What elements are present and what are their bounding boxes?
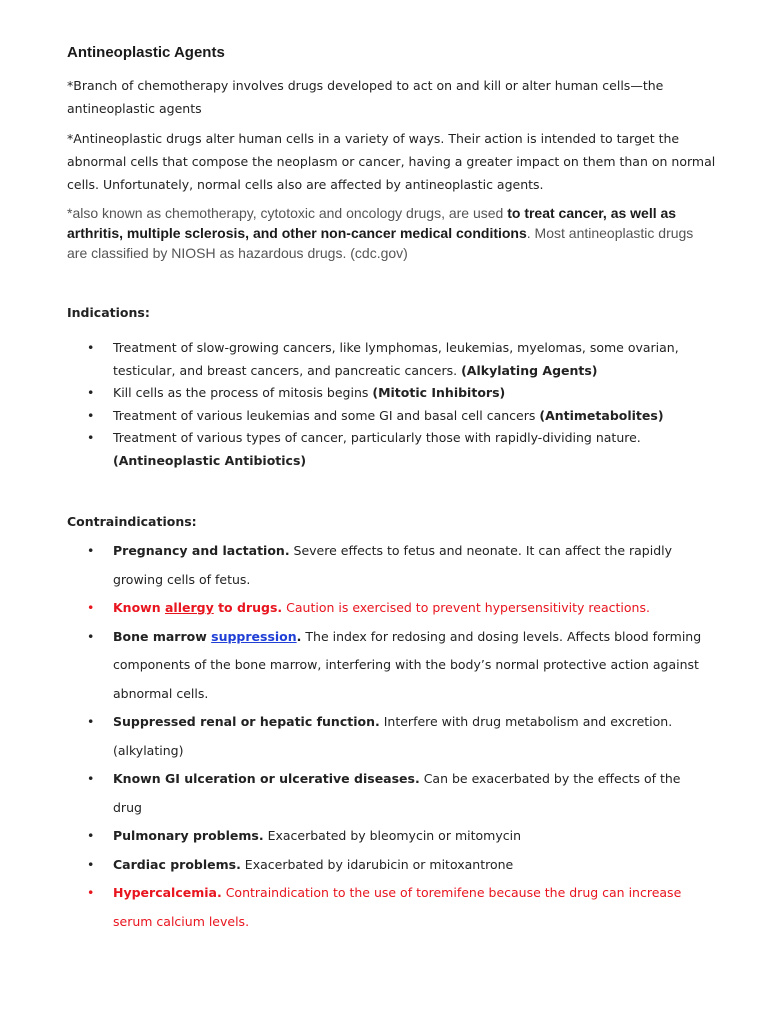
contraindications-list: [67, 537, 707, 936]
also-known-bold: to treat cancer, as well as arthritis, multiple sclerosis, and other non-cancer medical conditions: [67, 205, 677, 241]
indication-text: Treatment of various leukemias and some GI and basal cell cancers: [113, 407, 540, 423]
suppression-link[interactable]: suppression: [211, 628, 297, 644]
bullet: •: [87, 771, 95, 786]
indication-class: (Mitotic Inhibitors): [372, 385, 506, 400]
title-part: Bone marrow: [113, 628, 212, 644]
contraindication-text: The index for redosing and dosing levels. Affects blood forming components of the bone marrow, interfering with the body’s normal protective action against abnormal cells.: [113, 628, 702, 701]
bullet: •: [87, 600, 95, 615]
bullet: •: [87, 543, 95, 558]
title-part: .: [296, 628, 302, 644]
list-item: [67, 822, 707, 851]
contraindication-text: Exacerbated by bleomycin or mitomycin: [263, 828, 521, 843]
contraindication-text: Can be exacerbated by the effects of the drug: [113, 771, 681, 815]
contraindication-title: Pregnancy and lactation.: [113, 543, 290, 558]
list-item: [67, 337, 707, 382]
indications-heading: Indications:: [67, 305, 150, 320]
contraindication-title: [113, 600, 282, 615]
bullet: •: [87, 714, 95, 729]
list-item: [67, 765, 707, 822]
list-item: [67, 382, 707, 405]
title-part: Known: [113, 600, 165, 615]
list-item: [67, 537, 707, 594]
contraindication-title: Suppressed renal or hepatic function.: [113, 714, 380, 729]
contraindication-text: Contraindication to the use of toremifene because the drug can increase serum calcium levels.: [113, 885, 682, 929]
also-known-tail: . Most antineoplastic drugs are classified by NIOSH as hazardous drugs. (cdc.gov): [67, 225, 694, 261]
bullet: •: [87, 856, 95, 872]
bullet: •: [87, 340, 95, 355]
list-item: [67, 427, 707, 472]
list-item: [67, 879, 707, 936]
allergy-link[interactable]: allergy: [164, 600, 214, 615]
document-title: Antineoplastic Agents: [67, 44, 225, 61]
contraindication-title: Known GI ulceration or ulcerative diseases.: [113, 771, 420, 786]
indication-text: Treatment of various types of cancer, particularly those with rapidly-dividing nature.: [113, 430, 641, 445]
also-known-lead: *also known as chemotherapy, cytotoxic and oncology drugs, are used: [67, 205, 508, 221]
indication-class: (Antineoplastic Antibiotics): [113, 452, 307, 468]
paragraph-also-known: [67, 203, 717, 263]
contraindication-text: Exacerbated by idarubicin or mitoxantrone: [240, 856, 514, 872]
contraindication-text: Caution is exercised to prevent hypersensitivity reactions.: [282, 600, 650, 615]
bullet: •: [87, 385, 95, 400]
bullet: •: [87, 407, 95, 423]
contraindication-title: Pulmonary problems.: [113, 828, 264, 843]
title-part: to drugs.: [213, 600, 283, 615]
list-item: [67, 851, 707, 880]
indications-list: [67, 337, 707, 472]
paragraph-definition: *Branch of chemotherapy involves drugs developed to act on and kill or alter human cells—the antineoplastic agents: [67, 78, 664, 116]
indication-class: (Antimetabolites): [539, 407, 664, 423]
bullet: •: [87, 885, 95, 900]
list-item: [67, 708, 707, 765]
bullet: •: [87, 430, 95, 445]
bullet: •: [87, 828, 95, 843]
contraindications-heading: Contraindications:: [67, 514, 197, 529]
contraindication-text: Severe effects to fetus and neonate. It can affect the rapidly growing cells of fetus.: [113, 543, 673, 587]
list-item: [67, 623, 707, 709]
list-item: [67, 594, 707, 623]
contraindication-title: Cardiac problems.: [113, 856, 241, 872]
contraindication-title: Hypercalcemia.: [113, 885, 222, 900]
list-item: [67, 405, 707, 428]
indication-class: (Alkylating Agents): [461, 362, 598, 378]
indication-text: Kill cells as the process of mitosis begins: [113, 385, 373, 400]
contraindication-title: [113, 629, 301, 644]
bullet: •: [87, 628, 95, 644]
paragraph-action: *Antineoplastic drugs alter human cells in a variety of ways. Their action is intended to target the abnormal cells that compose the neoplasm or cancer, having a greater impact on them than on normal cells. Unfortunately, normal cells also are affected by antineoplastic agents.: [67, 131, 716, 192]
contraindication-text: Interfere with drug metabolism and excretion. (alkylating): [113, 714, 673, 758]
indication-text: Treatment of slow-growing cancers, like lymphomas, leukemias, myelomas, some ovarian, testicular, and breast cancers, and pancreatic cancers.: [113, 340, 679, 378]
